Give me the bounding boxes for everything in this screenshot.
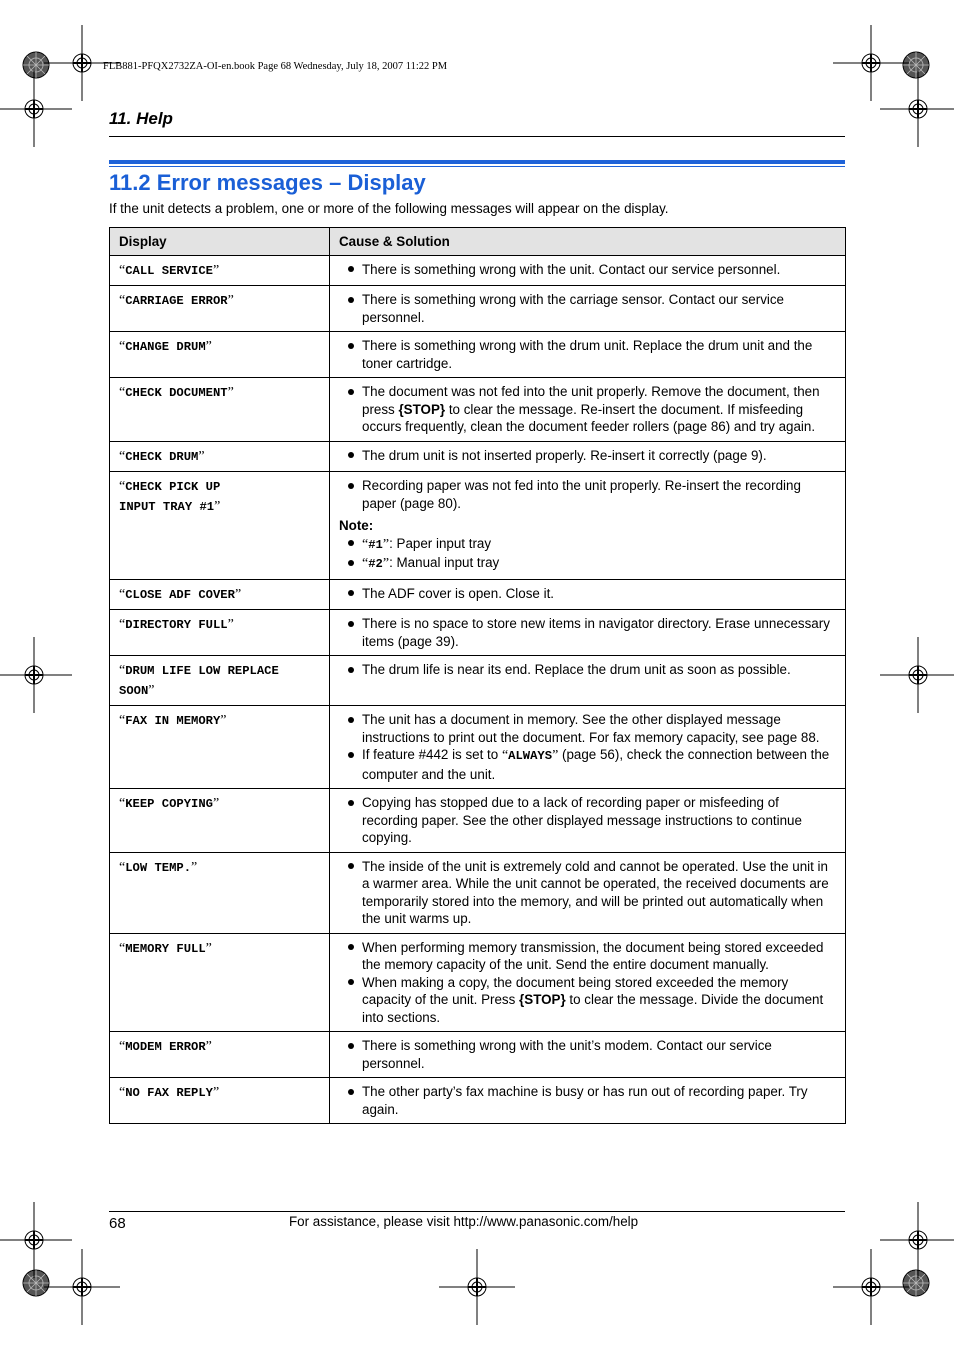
list-item: There is something wrong with the unit. Contact our service personnel.	[339, 261, 836, 279]
display-message-cell	[110, 472, 330, 580]
quote-mark: “	[119, 1085, 126, 1100]
quote-mark: ”	[227, 385, 234, 400]
quote-mark: ”	[148, 682, 155, 698]
solution-list	[339, 939, 836, 1027]
quote-mark: “	[119, 339, 126, 354]
display-message-line	[119, 337, 320, 357]
table-row	[110, 610, 846, 656]
quote-mark: “	[119, 796, 126, 811]
solution-list	[339, 447, 836, 465]
display-message-line	[119, 939, 320, 959]
key-label: {STOP}	[398, 401, 446, 417]
text-segment: If feature #442 is set to	[362, 747, 502, 762]
display-message-line	[119, 661, 320, 681]
cause-solution-cell	[330, 1078, 846, 1124]
quote-mark: ”	[382, 556, 390, 571]
note-list	[339, 535, 836, 574]
solution-list	[339, 1083, 836, 1118]
cause-solution-cell	[330, 332, 846, 378]
cause-solution-cell	[330, 789, 846, 853]
text-segment: When making a copy, the document being stored exceeded the memory capacity of the unit. Press	[362, 974, 789, 1007]
quote-mark: ”	[382, 536, 390, 552]
quote-mark: ”	[552, 748, 559, 763]
cause-solution-cell	[330, 706, 846, 789]
display-message-line	[119, 291, 320, 311]
quote-mark: “	[119, 617, 126, 632]
display-message: CHANGE DRUM	[125, 340, 206, 354]
solution-list	[339, 858, 836, 928]
list-item: The other party’s fax machine is busy or has run out of recording paper. Try again.	[339, 1083, 836, 1118]
print-header: FLB881-PFQX2732ZA-OI-en.book Page 68 Wednesday, July 18, 2007 11:22 PM	[103, 61, 448, 72]
table-row	[110, 706, 846, 789]
display-message: CLOSE ADF COVER	[125, 587, 235, 602]
solution-list	[339, 1037, 836, 1072]
text-segment: (page 56), check the connection between the computer and the unit.	[362, 747, 830, 782]
list-item: There is no space to store new items in navigator directory. Erase unnecessary items (page 39).	[339, 615, 836, 650]
solution-list	[339, 794, 836, 847]
solution-list	[339, 261, 836, 279]
table-row	[110, 933, 846, 1032]
quote-mark: ”	[198, 448, 205, 464]
quote-mark: ”	[205, 339, 212, 354]
display-message-line	[119, 1037, 320, 1057]
list-item: There is something wrong with the unit’s modem. Contact our service personnel.	[339, 1037, 836, 1072]
quote-mark: “	[119, 586, 126, 602]
cause-solution-cell	[330, 933, 846, 1032]
cause-solution-cell	[330, 610, 846, 656]
quote-mark: “	[119, 940, 126, 956]
quote-mark: “	[119, 293, 126, 308]
list-item: The unit has a document in memory. See the other displayed message instructions to print out the document. For fax memory capacity, see page 88.	[339, 711, 836, 746]
display-message: DRUM LIFE LOW REPLACE	[125, 664, 279, 678]
table-row	[110, 579, 846, 610]
display-message: CHECK DOCUMENT	[125, 386, 228, 400]
table-header-row	[110, 228, 846, 256]
quote-mark: ”	[205, 1039, 212, 1054]
list-item: When performing memory transmission, the document being stored exceeded the memory capacity of the unit. Send the entire document manually.	[339, 939, 836, 974]
display-message: INPUT TRAY #1	[119, 499, 215, 514]
solution-list	[339, 337, 836, 372]
quote-mark: “	[119, 479, 126, 494]
quote-mark: ”	[212, 796, 220, 811]
quote-mark: ”	[227, 617, 234, 632]
cause-solution-cell	[330, 255, 846, 286]
solution-list	[339, 661, 836, 679]
display-message-line	[119, 794, 320, 814]
quote-mark: ”	[214, 498, 221, 514]
column-header-cause-solution: Cause & Solution	[330, 228, 846, 256]
page-title: 11.2 Error messages – Display	[109, 170, 426, 195]
display-message-cell	[110, 441, 330, 472]
display-message-cell	[110, 286, 330, 332]
quote-mark: ”	[212, 1085, 220, 1100]
quote-mark: ”	[191, 859, 198, 875]
list-item	[339, 974, 836, 1027]
list-item: The inside of the unit is extremely cold and cannot be operated. Use the unit in a warmer area. While the unit cannot be operated, the received documents are temporarily stored into the memory, and will be printed out automatically when the unit warms up.	[339, 858, 836, 928]
display-message: FAX IN MEMORY	[125, 714, 221, 728]
table-row	[110, 1032, 846, 1078]
list-item: The drum unit is not inserted properly. Re-insert it correctly (page 9).	[339, 447, 836, 465]
table-row	[110, 472, 846, 580]
display-message-cell	[110, 1078, 330, 1124]
table-row	[110, 789, 846, 853]
quote-mark: “	[119, 262, 126, 278]
display-message-cell	[110, 610, 330, 656]
quote-mark: ”	[234, 586, 242, 602]
display-message: MODEM ERROR	[125, 1040, 206, 1054]
table-row	[110, 378, 846, 442]
quote-mark: “	[362, 536, 369, 552]
cause-solution-cell	[330, 441, 846, 472]
quote-mark: ”	[205, 940, 212, 956]
quote-mark: “	[119, 448, 126, 464]
solution-list	[339, 383, 836, 436]
tray-code: #1	[368, 537, 383, 552]
list-item: The ADF cover is open. Close it.	[339, 585, 836, 603]
quote-mark: “	[119, 385, 126, 400]
text-segment: to clear the message. Divide the document into sections.	[362, 992, 824, 1025]
table-row	[110, 852, 846, 933]
table-row	[110, 286, 846, 332]
display-message-line	[119, 711, 320, 731]
solution-list	[339, 585, 836, 603]
display-message-line	[119, 681, 320, 701]
display-message: NO FAX REPLY	[125, 1086, 213, 1100]
footer-divider	[109, 1211, 845, 1212]
setting-value: ALWAYS	[508, 749, 553, 763]
display-message-cell	[110, 579, 330, 610]
note-label: Note:	[339, 518, 374, 533]
solution-list	[339, 291, 836, 326]
section-divider	[109, 136, 845, 137]
display-message: DIRECTORY FULL	[125, 618, 228, 632]
table-body	[110, 255, 846, 1124]
table-row	[110, 332, 846, 378]
list-item: Copying has stopped due to a lack of recording paper or misfeeding of recording paper. See the other displayed message instructions to continue copying.	[339, 794, 836, 847]
table-row	[110, 255, 846, 286]
list-item: There is something wrong with the carriage sensor. Contact our service personnel.	[339, 291, 836, 326]
list-item: The drum life is near its end. Replace the drum unit as soon as possible.	[339, 661, 836, 679]
display-message-cell	[110, 789, 330, 853]
quote-mark: “	[119, 713, 126, 728]
display-message-line	[119, 585, 320, 605]
display-message: CARRIAGE ERROR	[125, 294, 228, 308]
display-message-cell	[110, 332, 330, 378]
table-row	[110, 1078, 846, 1124]
tray-description: : Manual input tray	[389, 555, 500, 570]
table-row	[110, 441, 846, 472]
text-segment: The document was not fed into the unit properly. Remove the document, then press	[362, 384, 820, 417]
cause-solution-cell	[330, 656, 846, 706]
display-message-line	[119, 261, 320, 281]
display-message: CHECK PICK UP	[125, 480, 221, 494]
error-messages-table	[109, 227, 846, 1124]
page-number: 68	[109, 1215, 126, 1232]
display-message: CALL SERVICE	[125, 263, 213, 278]
cause-solution-cell	[330, 852, 846, 933]
list-item: Recording paper was not fed into the unit properly. Re-insert the recording paper (page 80).	[339, 477, 836, 512]
cause-solution-cell	[330, 286, 846, 332]
display-message-cell	[110, 656, 330, 706]
tray-description: : Paper input tray	[389, 535, 492, 551]
display-message-line	[119, 447, 320, 467]
list-item: There is something wrong with the drum unit. Replace the drum unit and the toner cartridge.	[339, 337, 836, 372]
display-message-line	[119, 858, 320, 878]
display-message: LOW TEMP.	[125, 860, 192, 875]
title-bar	[109, 160, 845, 164]
section-label: 11. Help	[109, 109, 173, 128]
display-message-cell	[110, 933, 330, 1032]
list-item	[339, 746, 836, 783]
display-message: SOON	[119, 683, 149, 698]
display-message-line	[119, 1083, 320, 1103]
footer-text: For assistance, please visit http://www.panasonic.com/help	[289, 1214, 639, 1229]
quote-mark: “	[119, 663, 126, 678]
list-item	[339, 554, 836, 574]
display-message-line	[119, 615, 320, 635]
quote-mark: ”	[212, 262, 220, 278]
display-message-cell	[110, 378, 330, 442]
quote-mark: ”	[227, 293, 234, 308]
quote-mark: ”	[220, 713, 227, 728]
solution-list	[339, 711, 836, 783]
quote-mark: “	[501, 748, 509, 763]
display-message-cell	[110, 852, 330, 933]
text-segment: to clear the message. Re-insert the document. If misfeeding occurs frequently, clean the document feeder rollers (page 86) and try again.	[362, 401, 816, 434]
table-row	[110, 656, 846, 706]
cause-solution-cell	[330, 579, 846, 610]
display-message: KEEP COPYING	[125, 797, 213, 811]
key-label: {STOP}	[519, 992, 566, 1007]
cause-solution-cell	[330, 472, 846, 580]
display-message: CHECK DRUM	[125, 449, 199, 464]
intro-text: If the unit detects a problem, one or more of the following messages will appear on the display.	[109, 201, 669, 216]
solution-list	[339, 477, 836, 512]
title-bar-thin	[109, 166, 845, 167]
quote-mark: “	[119, 859, 126, 875]
column-header-display: Display	[110, 228, 330, 256]
solution-list	[339, 615, 836, 650]
cause-solution-cell	[330, 1032, 846, 1078]
display-message-line	[119, 497, 320, 517]
display-message: MEMORY FULL	[125, 941, 206, 956]
display-message-cell	[110, 1032, 330, 1078]
display-message-cell	[110, 255, 330, 286]
quote-mark: “	[362, 556, 369, 571]
display-message-cell	[110, 706, 330, 789]
quote-mark: “	[119, 1039, 126, 1054]
display-message-line	[119, 477, 320, 497]
tray-code: #2	[368, 557, 383, 571]
list-item	[339, 383, 836, 436]
display-message-line	[119, 383, 320, 403]
list-item	[339, 535, 836, 555]
cause-solution-cell	[330, 378, 846, 442]
